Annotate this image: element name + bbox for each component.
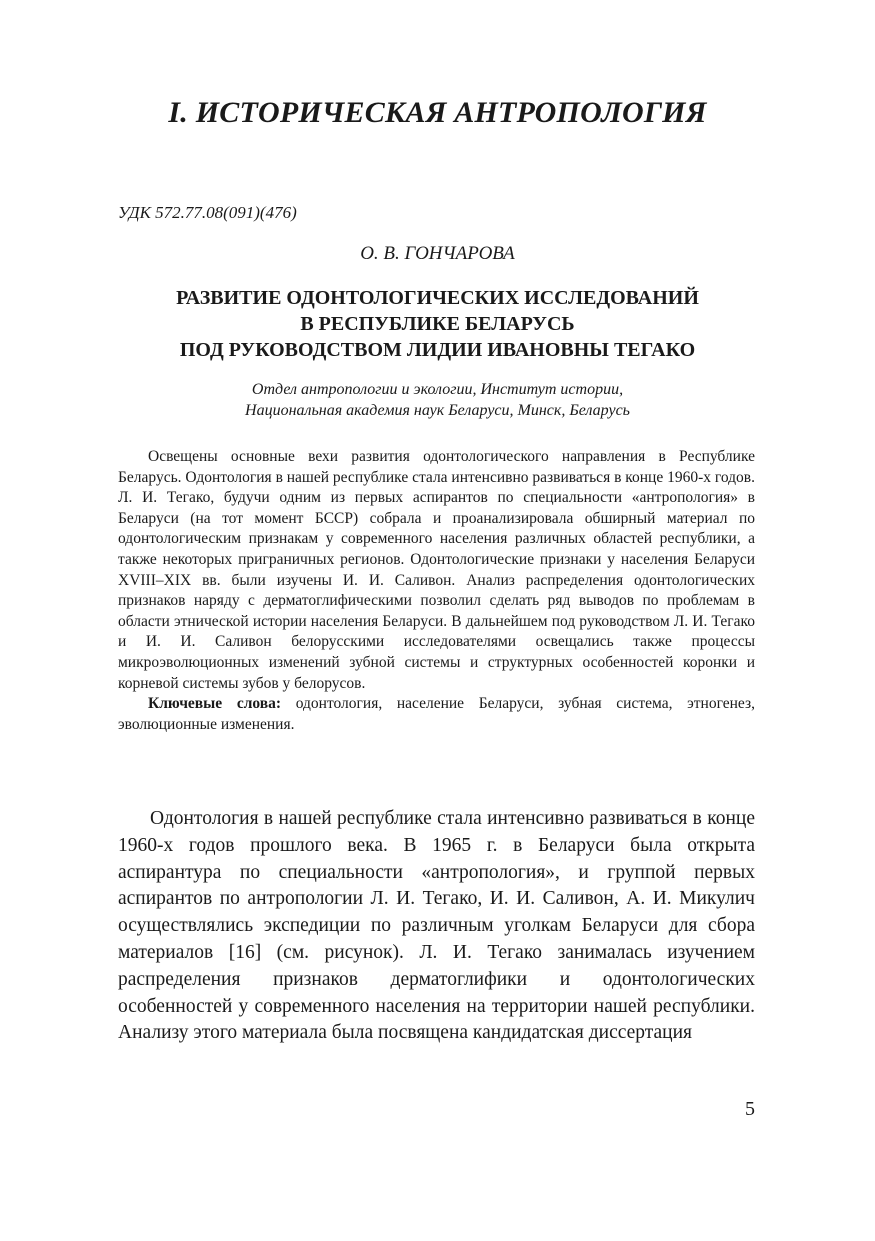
- page-number: 5: [745, 1098, 755, 1120]
- keywords-label: Ключевые слова:: [148, 695, 282, 713]
- keywords-text: одонтология, население Беларуси, зубная система, этногенез, эволюционные изменения.: [118, 695, 755, 733]
- affiliation-line-2: Национальная академия наук Беларуси, Минск, Беларусь: [245, 402, 630, 419]
- affiliation: [0, 379, 875, 421]
- article-title-line-2: В РЕСПУБЛИКЕ БЕЛАРУСЬ: [300, 313, 575, 335]
- section-title: I. ИСТОРИЧЕСКАЯ АНТРОПОЛОГИЯ: [168, 96, 707, 129]
- body-paragraph: Одонтология в нашей республике стала интенсивно развиваться в конце 1960-х годов прошлого века. В 1965 г. в Беларуси была открыта аспирантура по специальности «антропология», и группой первых аспирантов по антропологии Л. И. Тегако, И. И. Саливон, А. И. Микулич осуществлялись экспедиции по различным уголкам Беларуси для сбора материалов [16] (см. рисунок). Л. И. Тегако занималась изучением распределения признаков дерматоглифики и одонтологических особенностей у современного населения на территории нашей республики. Анализу этого материала была посвящена кандидатская диссертация: [118, 808, 755, 1044]
- article-title: [0, 285, 875, 363]
- keywords: [118, 694, 755, 735]
- body-text: [118, 806, 755, 1047]
- abstract-text: Освещены основные вехи развития одонтологического направления в Республике Беларусь. Одонтология в нашей республике стала интенсивно развиваться в конце 1960-х годов. Л. И. Тегако, будучи одним из первых аспирантов по специальности «антропология» в Беларуси (на тот момент БССР) собрала и проанализировала обширный материал по одонтологическим признакам у современного населения различных областей республики, а также некоторых приграничных регионов. Одонтологические признаки у населения Беларуси XVIII–XIX вв. были изучены И. И. Саливон. Анализ распределения одонтологических признаков наряду с дерматоглифическими позволил сделать ряд выводов по проблемам в области этнической истории населения Беларуси. В дальнейшем под руководством Л. И. Тегако и И. И. Саливон белорусскими исследователями освещались также процессы микроэволюционных изменений зубной системы и структурных особенностей коронки и корневой системы зубов у белорусов.: [118, 448, 755, 692]
- article-title-line-1: РАЗВИТИЕ ОДОНТОЛОГИЧЕСКИХ ИССЛЕДОВАНИЙ: [176, 287, 699, 309]
- udk-code: УДК 572.77.08(091)(476): [118, 203, 297, 222]
- article-title-line-3: ПОД РУКОВОДСТВОМ ЛИДИИ ИВАНОВНЫ ТЕГАКО: [179, 339, 696, 361]
- affiliation-line-1: Отдел антропологии и экологии, Институт истории,: [251, 381, 624, 398]
- author-name: О. В. ГОНЧАРОВА: [360, 243, 515, 264]
- abstract: [118, 447, 755, 735]
